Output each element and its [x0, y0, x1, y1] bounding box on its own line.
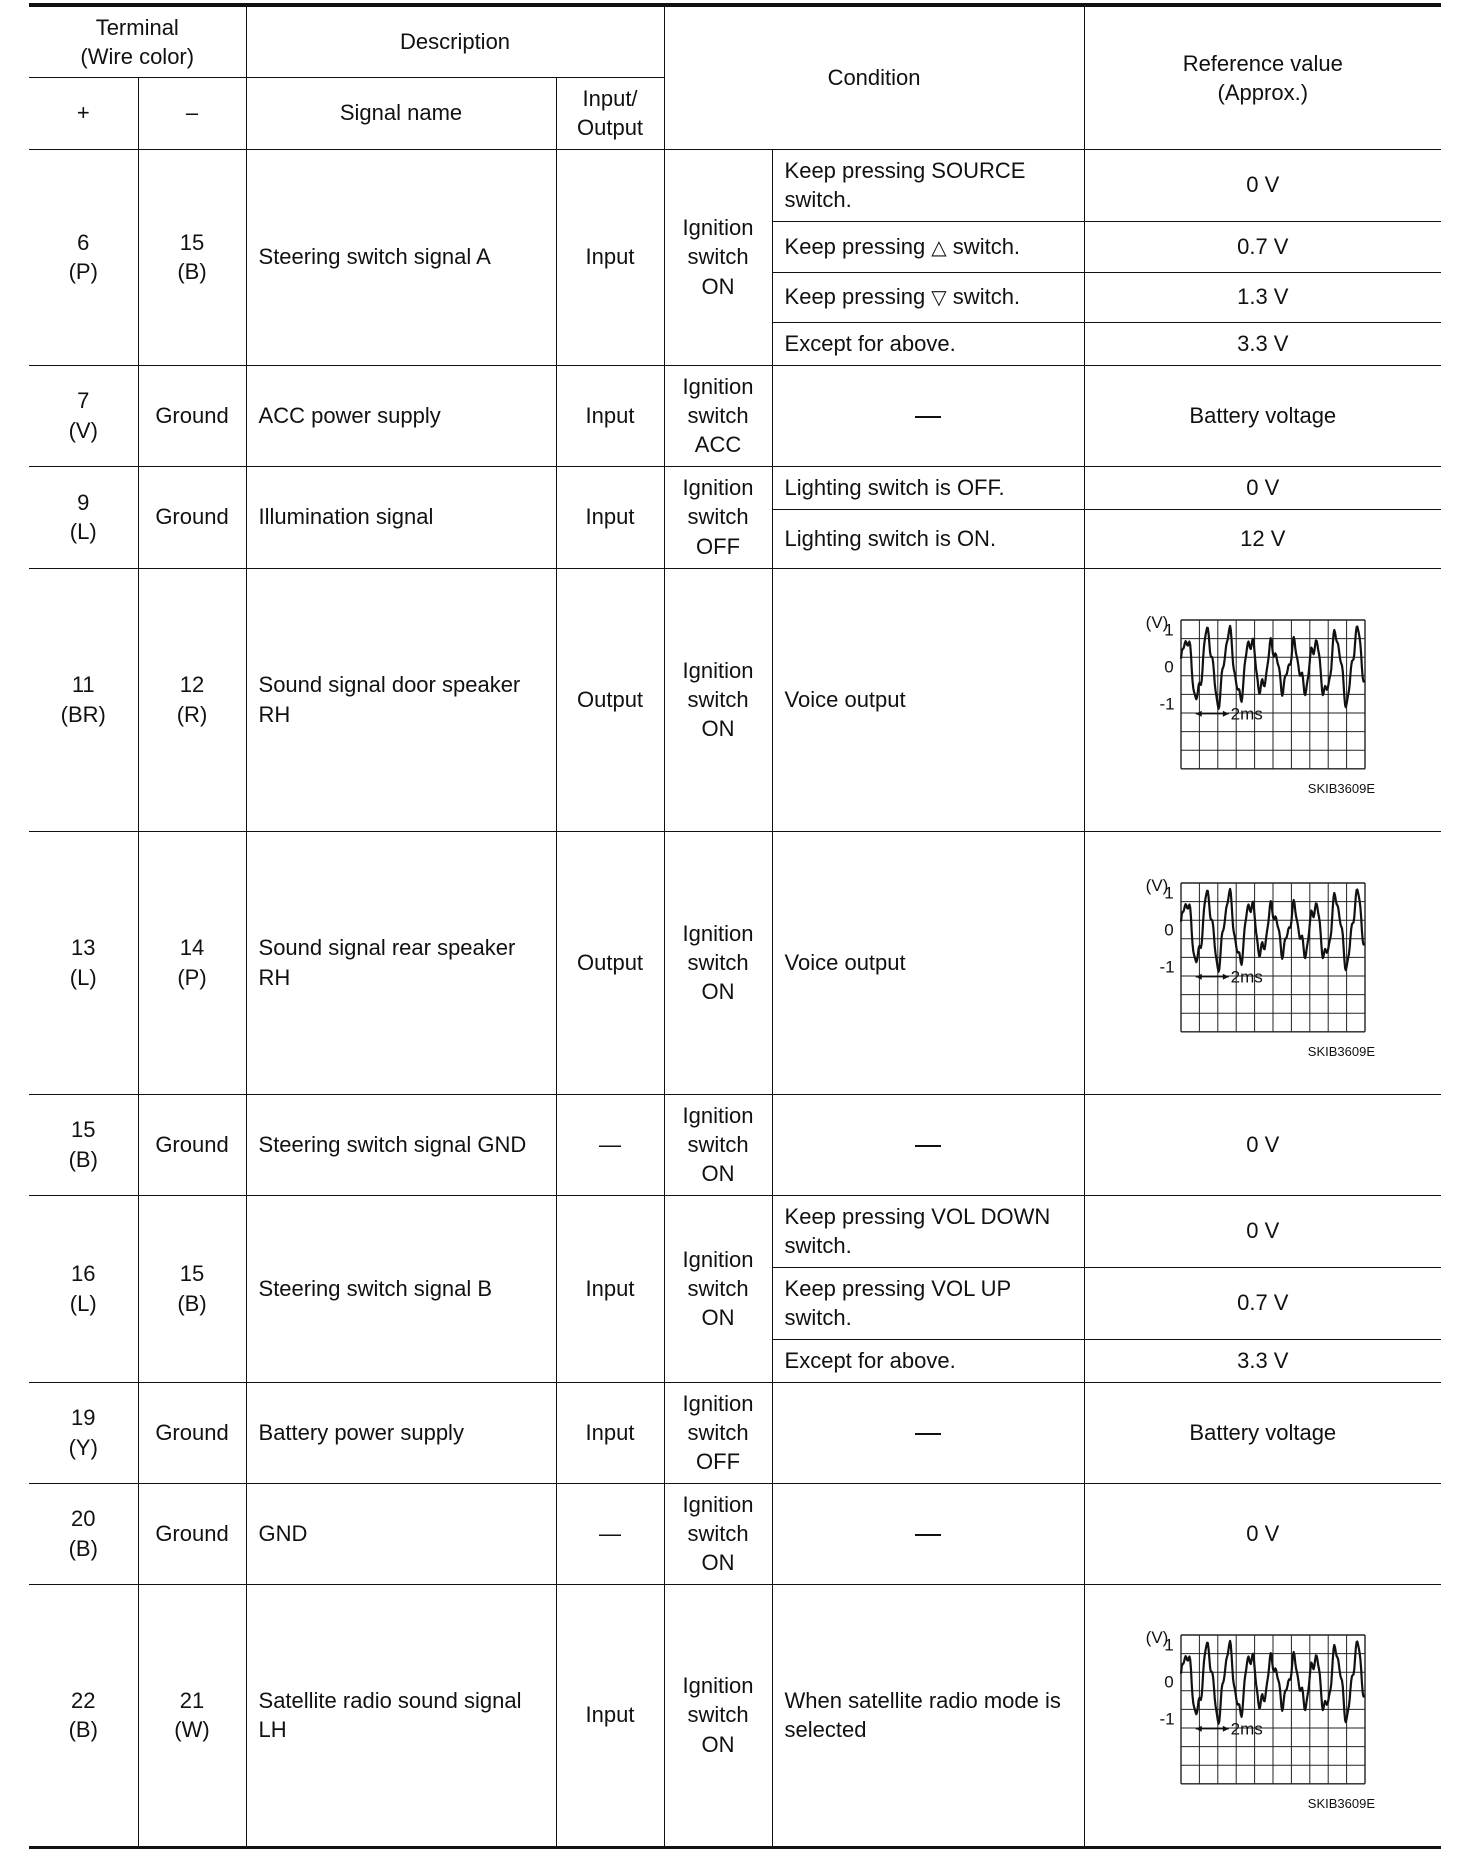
- condition-none: [772, 1483, 1084, 1584]
- reference-value: Battery voltage: [1084, 365, 1441, 466]
- ignition-state-line: Ignition: [682, 1390, 754, 1416]
- terminal-plus-line: (L): [69, 1290, 97, 1316]
- terminal-minus-line: Ground: [155, 402, 229, 428]
- terminal-minus: [138, 1584, 246, 1847]
- terminal-minus: [138, 1094, 246, 1195]
- terminal-plus-line: (B): [68, 1146, 98, 1172]
- signal-name: Sound signal rear speaker RH: [246, 831, 556, 1094]
- terminal-minus-line: (B): [177, 259, 207, 284]
- terminal-minus-line: 21: [179, 1687, 205, 1713]
- reference-value: 0 V: [1084, 1195, 1441, 1267]
- header-plus: +: [29, 77, 138, 149]
- ignition-state: [664, 1094, 772, 1195]
- terminal-minus-line: (B): [177, 1290, 207, 1316]
- ignition-state-line: ACC: [694, 432, 742, 458]
- terminal-plus-line: 9: [77, 489, 90, 515]
- ignition-state-line: Ignition: [682, 1102, 754, 1128]
- condition-text-pre: Keep pressing: [784, 284, 932, 310]
- terminal-minus-line: (R): [176, 701, 208, 727]
- ignition-state-line: ON: [701, 273, 735, 299]
- ignition-state: [664, 466, 772, 568]
- terminal-minus: [138, 831, 246, 1094]
- terminal-minus: [138, 1483, 246, 1584]
- ignition-state-line: switch: [687, 1275, 749, 1301]
- terminal-plus-line: 13: [71, 935, 96, 961]
- reference-waveform: [1084, 1584, 1441, 1847]
- reference-waveform: [1084, 568, 1441, 831]
- input-output: Input: [556, 365, 664, 466]
- ignition-state-line: switch: [687, 1702, 749, 1728]
- waveform-timebase: 2ms: [1230, 967, 1263, 987]
- terminal-plus-line: 22: [71, 1687, 96, 1713]
- ignition-state-line: ON: [701, 1305, 735, 1331]
- waveform-code: SKIB3609E: [1307, 780, 1375, 796]
- terminal-minus: [138, 149, 246, 365]
- ignition-state-line: Ignition: [682, 1673, 754, 1699]
- dash-mark: [915, 1433, 941, 1435]
- waveform-graph: [1123, 863, 1403, 1063]
- ignition-state-line: ON: [701, 1161, 735, 1187]
- reference-value: 0.7 V: [1084, 1267, 1441, 1339]
- ignition-state-line: Ignition: [682, 1246, 754, 1272]
- condition-none: [772, 1094, 1084, 1195]
- terminal-plus-line: 20: [71, 1506, 96, 1532]
- input-output: Input: [556, 1195, 664, 1382]
- condition-text: Voice output: [772, 568, 1084, 831]
- condition-none: [772, 365, 1084, 466]
- header-description: Description: [246, 5, 664, 77]
- terminal-minus: [138, 1195, 246, 1382]
- condition-text: When satellite radio mode is selected: [772, 1584, 1084, 1847]
- dash-mark: [915, 1534, 941, 1536]
- terminal-plus: [29, 1094, 138, 1195]
- terminal-minus-line: 12: [179, 672, 205, 698]
- ignition-state-line: switch: [687, 686, 749, 712]
- condition-text-post: switch.: [946, 233, 1021, 259]
- condition-text: Keep pressing VOL DOWN switch.: [772, 1195, 1084, 1267]
- terminal-plus: [29, 831, 138, 1094]
- condition-text: Lighting switch is OFF.: [772, 466, 1084, 509]
- terminal-plus-line: (Y): [68, 1434, 98, 1460]
- ignition-state-line: ON: [701, 1550, 735, 1576]
- reference-value: 1.3 V: [1084, 272, 1441, 322]
- terminal-minus-line: Ground: [155, 1419, 229, 1445]
- ignition-state: [664, 831, 772, 1094]
- terminal-plus: [29, 568, 138, 831]
- ignition-state: [664, 1195, 772, 1382]
- header-condition: Condition: [664, 5, 1084, 149]
- signal-name: ACC power supply: [246, 365, 556, 466]
- ignition-state-line: switch: [687, 1419, 749, 1445]
- input-output: —: [556, 1094, 664, 1195]
- ignition-state-line: switch: [687, 949, 749, 975]
- ignition-state-line: switch: [687, 1131, 749, 1157]
- terminal-minus: [138, 1382, 246, 1483]
- terminal-plus-line: (L): [69, 519, 97, 544]
- ignition-state-line: ON: [701, 979, 735, 1005]
- terminal-plus-line: (B): [68, 1717, 98, 1742]
- terminal-plus-line: (V): [68, 417, 98, 443]
- waveform-y-tick: 0: [1164, 657, 1174, 676]
- signal-name: Steering switch signal A: [246, 149, 556, 365]
- terminal-minus-line: 14: [179, 935, 205, 961]
- waveform-timebase: 2ms: [1230, 704, 1263, 724]
- ignition-state-line: switch: [687, 402, 749, 428]
- ignition-state-line: Ignition: [682, 373, 754, 399]
- terminal-minus: [138, 466, 246, 568]
- waveform-unit: (V): [1145, 875, 1169, 895]
- reference-value: 0.7 V: [1084, 221, 1441, 272]
- ignition-state-line: Ignition: [682, 920, 754, 946]
- terminal-plus-line: (L): [69, 964, 97, 990]
- header-reference-value: Reference value (Approx.): [1084, 5, 1441, 149]
- ignition-state-line: switch: [687, 504, 749, 530]
- ignition-state-line: Ignition: [682, 657, 754, 683]
- signal-name: GND: [246, 1483, 556, 1584]
- signal-name: Steering switch signal B: [246, 1195, 556, 1382]
- condition-text: Except for above.: [772, 322, 1084, 365]
- waveform-graph: [1123, 1615, 1403, 1815]
- terminal-plus-line: 11: [71, 672, 95, 698]
- signal-name: Steering switch signal GND: [246, 1094, 556, 1195]
- up-triangle-icon: △: [931, 236, 947, 259]
- ignition-state-line: Ignition: [682, 475, 754, 501]
- reference-value: 3.3 V: [1084, 1339, 1441, 1382]
- reference-value: Battery voltage: [1084, 1382, 1441, 1483]
- input-output: Input: [556, 1382, 664, 1483]
- ignition-state-line: switch: [687, 1520, 749, 1546]
- reference-value: 0 V: [1084, 466, 1441, 509]
- terminal-reference-table: [29, 3, 1441, 1849]
- terminal-plus: [29, 149, 138, 365]
- waveform-unit: (V): [1145, 612, 1169, 632]
- terminal-plus: [29, 1584, 138, 1847]
- reference-value: 3.3 V: [1084, 322, 1441, 365]
- terminal-plus-line: (BR): [60, 701, 106, 727]
- waveform-y-tick: 0: [1164, 920, 1174, 939]
- condition-none: [772, 1382, 1084, 1483]
- condition-text: [772, 221, 1084, 272]
- terminal-plus-line: 19: [71, 1405, 96, 1431]
- waveform-y-tick: 0: [1164, 1672, 1174, 1692]
- reference-waveform: [1084, 831, 1441, 1094]
- signal-name: Sound signal door speaker RH: [246, 568, 556, 831]
- waveform-y-tick: -1: [1159, 1709, 1175, 1729]
- condition-text: Lighting switch is ON.: [772, 509, 1084, 568]
- terminal-minus-line: (W): [174, 1717, 210, 1742]
- terminal-minus: [138, 568, 246, 831]
- terminal-minus-line: Ground: [155, 504, 229, 530]
- ignition-state: [664, 1382, 772, 1483]
- condition-text-post: switch.: [946, 284, 1021, 310]
- signal-name: Satellite radio sound signal LH: [246, 1584, 556, 1847]
- reference-value: 12 V: [1084, 509, 1441, 568]
- ignition-state-line: Ignition: [682, 215, 754, 241]
- ignition-state: [664, 1584, 772, 1847]
- ignition-state-line: ON: [701, 1731, 735, 1757]
- dash-mark: [915, 416, 941, 418]
- terminal-minus-line: 15: [179, 1261, 205, 1287]
- input-output: —: [556, 1483, 664, 1584]
- waveform-graph: [1123, 600, 1403, 800]
- terminal-minus-line: 15: [179, 229, 205, 255]
- waveform-y-tick: 1: [1164, 619, 1174, 639]
- terminal-plus-line: 16: [71, 1261, 96, 1287]
- terminal-minus-line: Ground: [155, 1520, 229, 1546]
- ignition-state: [664, 365, 772, 466]
- terminal-plus-line: 7: [77, 388, 90, 414]
- terminal-plus: [29, 466, 138, 568]
- header-terminal: Terminal (Wire color): [29, 5, 246, 77]
- terminal-plus: [29, 1195, 138, 1382]
- waveform-unit: (V): [1145, 1628, 1169, 1647]
- ignition-state-line: OFF: [696, 1449, 741, 1475]
- signal-name: Illumination signal: [246, 466, 556, 568]
- terminal-plus-line: 6: [77, 229, 90, 255]
- reference-value: 0 V: [1084, 1094, 1441, 1195]
- terminal-minus: [138, 365, 246, 466]
- waveform-y-tick: 1: [1164, 882, 1174, 902]
- reference-value: 0 V: [1084, 1483, 1441, 1584]
- waveform-timebase: 2ms: [1230, 1719, 1263, 1739]
- header-signal-name: Signal name: [246, 77, 556, 149]
- waveform-y-tick: 1: [1164, 1635, 1174, 1655]
- ignition-state-line: switch: [687, 244, 749, 270]
- terminal-plus: [29, 1382, 138, 1483]
- waveform-y-tick: -1: [1159, 694, 1175, 714]
- terminal-plus-line: 15: [71, 1117, 96, 1143]
- terminal-plus-line: (B): [68, 1535, 98, 1561]
- ignition-state: [664, 149, 772, 365]
- waveform-y-tick: -1: [1159, 957, 1175, 977]
- condition-text-pre: Keep pressing: [784, 233, 932, 259]
- dash-mark: [915, 1145, 941, 1147]
- ignition-state-line: OFF: [696, 533, 741, 559]
- header-minus: –: [138, 77, 246, 149]
- down-triangle-icon: ▽: [931, 287, 947, 310]
- ignition-state: [664, 568, 772, 831]
- input-output: Input: [556, 466, 664, 568]
- input-output: Output: [556, 568, 664, 831]
- input-output: Input: [556, 1584, 664, 1847]
- input-output: Input: [556, 149, 664, 365]
- condition-text: [772, 272, 1084, 322]
- condition-text: Keep pressing SOURCE switch.: [772, 149, 1084, 221]
- terminal-plus: [29, 365, 138, 466]
- header-input-output: Input/ Output: [556, 77, 664, 149]
- terminal-plus: [29, 1483, 138, 1584]
- ignition-state-line: Ignition: [682, 1491, 754, 1517]
- condition-text: Except for above.: [772, 1339, 1084, 1382]
- signal-name: Battery power supply: [246, 1382, 556, 1483]
- waveform-code: SKIB3609E: [1307, 1795, 1375, 1811]
- terminal-plus-line: (P): [68, 259, 98, 284]
- ignition-state: [664, 1483, 772, 1584]
- reference-value: 0 V: [1084, 149, 1441, 221]
- input-output: Output: [556, 831, 664, 1094]
- condition-text: Voice output: [772, 831, 1084, 1094]
- condition-text: Keep pressing VOL UP switch.: [772, 1267, 1084, 1339]
- waveform-code: SKIB3609E: [1307, 1043, 1375, 1059]
- terminal-minus-line: Ground: [155, 1131, 229, 1157]
- terminal-minus-line: (P): [177, 964, 207, 990]
- ignition-state-line: ON: [701, 716, 735, 742]
